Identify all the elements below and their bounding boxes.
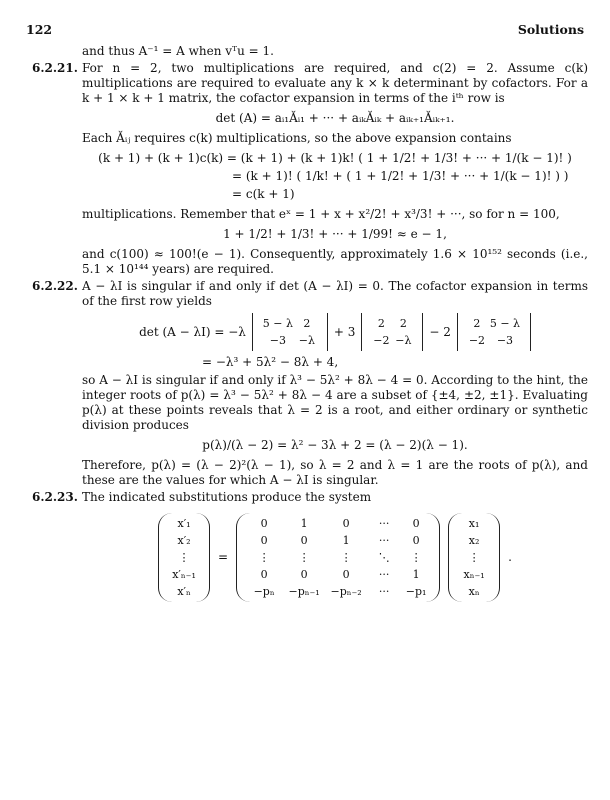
matrix-entry: −pₙ₋₁	[288, 585, 320, 598]
matrix-entry: −pₙ₋₂	[330, 585, 362, 598]
vector-entry: ⋮	[468, 551, 480, 564]
operator: + 3	[333, 324, 356, 339]
equation-line: = −λ³ + 5λ² − 8λ + 4,	[202, 355, 339, 369]
matrix-entry: 5 − λ	[489, 317, 521, 330]
paragraph: and c(100) ≈ 100!(e − 1). Consequently, approximately 1.6 × 10¹⁵² seconds (i.e., 5.1 × 10¹⁴⁴ years) are required.	[82, 247, 588, 276]
matrix-entry: 0	[412, 517, 420, 530]
matrix-entry: ···	[378, 534, 390, 547]
matrix-entry: ⋮	[298, 551, 310, 564]
equation: 1 + 1/2! + 1/3! + ··· + 1/99! ≈ e − 1,	[223, 227, 447, 241]
vector-entry: x₁	[468, 517, 480, 530]
running-header: Solutions	[517, 22, 584, 37]
equation-line: (k + 1) + (k + 1)c(k) = (k + 1) + (k + 1)k! ( 1 + 1/2! + 1/3! + ··· + 1/(k − 1)! )	[98, 151, 572, 165]
matrix-entry: 0	[260, 568, 268, 581]
matrix-entry: 2	[399, 317, 407, 330]
matrix-entry: −2	[373, 334, 390, 347]
matrix-entry: 0	[300, 568, 308, 581]
problem-6-2-23	[32, 490, 588, 505]
matrix-entry: 5 − λ	[262, 317, 293, 330]
paragraph: Therefore, p(λ) = (λ − 2)²(λ − 1), so λ = 2 and λ = 1 are the roots of p(λ), and these are the values for which A − λI is singular.	[82, 458, 588, 487]
vector-entry: xₙ₋₁	[463, 568, 485, 581]
intro-line: and thus A⁻¹ = A when vᵀu = 1.	[82, 44, 274, 58]
matrix-entry: −λ	[298, 334, 315, 347]
page-body	[32, 44, 588, 602]
paragraph: so A − λI is singular if and only if λ³ − 5λ² + 8λ − 4 = 0. According to the hint, the integer roots of p(λ) = λ³ − 5λ² + 8λ − 4 are a subset of {±4, ±2, ±1}. Evaluating p(λ) at these points reveals that λ = 2 is a root, and either ordinary or synthetic division produces	[82, 373, 588, 432]
matrix-entry: ···	[378, 585, 390, 598]
matrix-entry: −pₙ	[253, 585, 275, 598]
minor-determinant	[457, 313, 531, 351]
matrix-system	[82, 513, 588, 602]
matrix-entry: ⋮	[340, 551, 352, 564]
problem-text: The indicated substitutions produce the system	[82, 490, 372, 504]
matrix-entry: 2	[473, 317, 481, 330]
matrix-entry: ⋮	[410, 551, 422, 564]
matrix-entry: 0	[412, 534, 420, 547]
matrix-entry: 0	[342, 568, 350, 581]
companion-matrix	[236, 513, 440, 602]
vector-entry: x′₂	[177, 534, 191, 547]
problem-number: 6.2.21.	[32, 61, 78, 75]
vector-entry: x′ₙ₋₁	[172, 568, 196, 581]
matrix-entry: 0	[260, 517, 268, 530]
problem-6-2-21	[32, 61, 588, 106]
equation: det (A) = aᵢ₁Ăᵢ₁ + ··· + aᵢₖĂᵢₖ + aᵢₖ₊₁Ăᵢₖ₊₁.	[215, 111, 455, 125]
state-vector	[448, 513, 500, 602]
paragraph: Each Ăᵢⱼ requires c(k) multiplications, so the above expansion contains	[82, 131, 512, 145]
matrix-entry: −p₁	[405, 585, 427, 598]
matrix-entry: ⋱	[378, 551, 390, 564]
equation: p(λ)/(λ − 2) = λ² − 3λ + 2 = (λ − 2)(λ − 1).	[202, 438, 468, 452]
operator: − 2	[429, 324, 451, 339]
vector-entry: x′ₙ	[177, 585, 191, 598]
equation-lhs: det (A − λI) = −λ	[139, 324, 246, 339]
matrix-entry: 1	[300, 517, 308, 530]
problem-text: A − λI is singular if and only if det (A − λI) = 0. The cofactor expansion in terms of the first row yields	[82, 279, 588, 308]
problem-number: 6.2.23.	[32, 490, 78, 504]
equation-line: = (k + 1)! ( 1/k! + ( 1 + 1/2! + 1/3! + ··· + 1/(k − 1)! ) )	[232, 169, 569, 183]
matrix-entry: −3	[269, 334, 286, 347]
determinant-expansion	[82, 313, 588, 351]
vector-entry: x′₁	[177, 517, 191, 530]
vector-entry: ⋮	[178, 551, 190, 564]
period: .	[508, 550, 512, 564]
matrix-entry: −3	[496, 334, 514, 347]
matrix-entry: −2	[468, 334, 486, 347]
equation-block	[82, 151, 588, 202]
matrix-entry: 0	[260, 534, 268, 547]
problem-number: 6.2.22.	[32, 279, 78, 293]
matrix-entry: 2	[303, 317, 311, 330]
matrix-entry: 2	[377, 317, 385, 330]
problem-text: For n = 2, two multiplications are required, and c(2) = 2. Assume c(k) multiplications are required to evaluate any k × k determinant by cofactors. For a k + 1 × k + 1 matrix, the cofactor expansion in terms of the iᵗʰ row is	[82, 61, 588, 105]
matrix-entry: −λ	[395, 334, 412, 347]
minor-determinant	[252, 313, 328, 351]
vector-entry: x₂	[468, 534, 480, 547]
derivative-vector	[158, 513, 210, 602]
paragraph: multiplications. Remember that eˣ = 1 + x + x²/2! + x³/3! + ···, so for n = 100,	[82, 207, 560, 221]
page-number: 122	[26, 22, 53, 37]
equals-sign: =	[218, 550, 229, 564]
matrix-entry: 1	[342, 534, 350, 547]
matrix-entry: 0	[342, 517, 350, 530]
matrix-entry: 0	[300, 534, 308, 547]
vector-entry: xₙ	[468, 585, 480, 598]
matrix-entry: ···	[378, 517, 390, 530]
matrix-entry: 1	[412, 568, 420, 581]
equation-line: = c(k + 1)	[232, 187, 295, 201]
problem-6-2-22	[32, 279, 588, 309]
matrix-entry: ⋮	[258, 551, 270, 564]
matrix-entry: ···	[378, 568, 390, 581]
minor-determinant	[361, 313, 423, 351]
